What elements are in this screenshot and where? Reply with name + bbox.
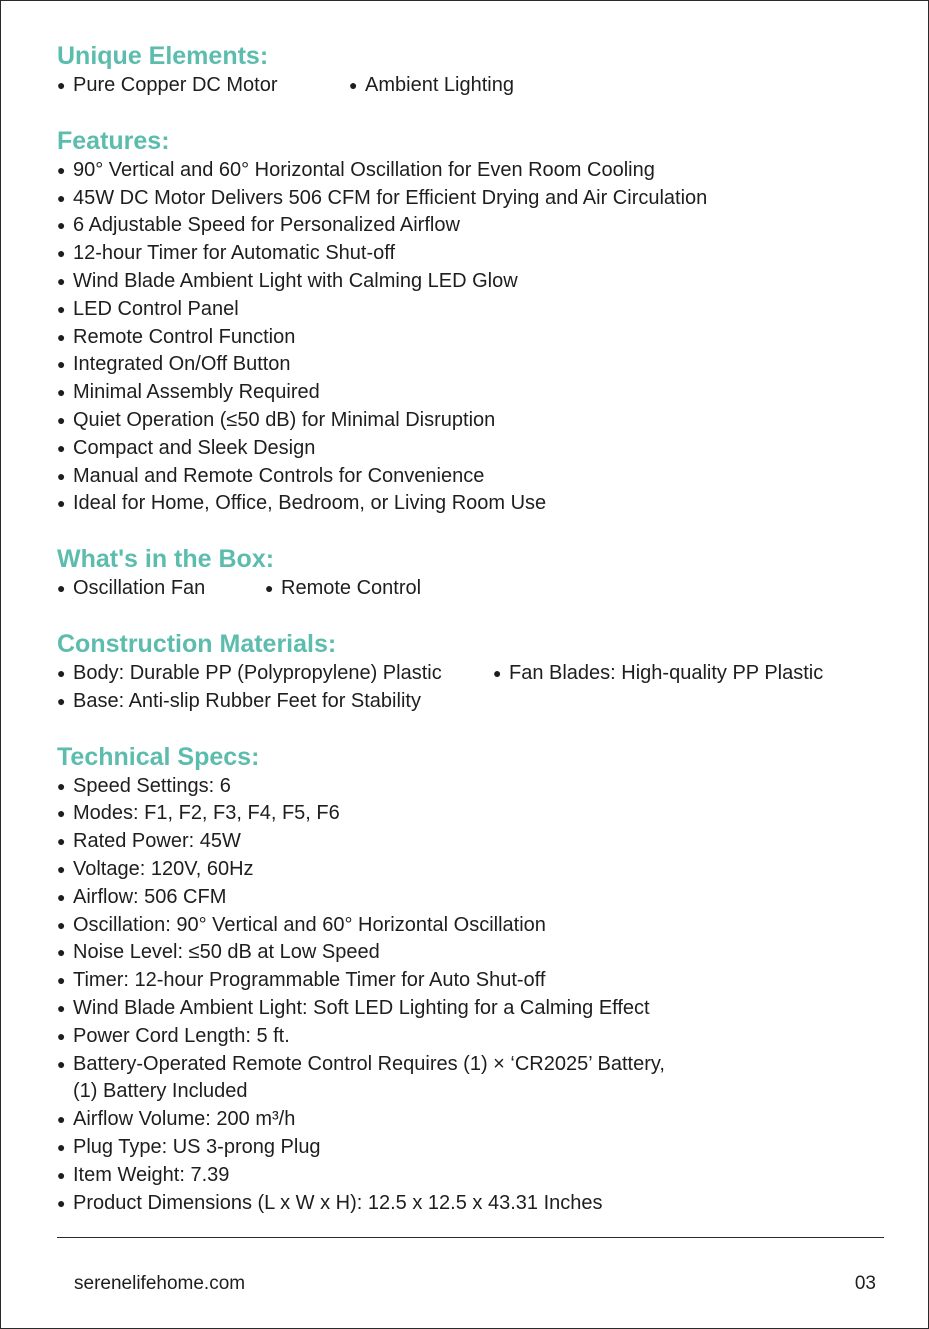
bullet-icon: ● bbox=[57, 189, 66, 206]
bullet-icon: ● bbox=[57, 77, 66, 93]
materials-section bbox=[57, 628, 897, 716]
list-item bbox=[57, 939, 897, 967]
list-item bbox=[349, 72, 514, 100]
item-text: Timer: 12-hour Programmable Timer for Auto Shut-off bbox=[73, 969, 546, 992]
list-item bbox=[57, 995, 897, 1023]
bullet-icon: ● bbox=[57, 972, 66, 989]
box-contents-heading: What's in the Box: bbox=[57, 545, 275, 574]
list-item bbox=[57, 72, 349, 100]
box-contents-row bbox=[57, 575, 897, 603]
list-item bbox=[57, 828, 897, 856]
item-text: Noise Level: ≤50 dB at Low Speed bbox=[73, 941, 380, 964]
bullet-icon: ● bbox=[57, 664, 66, 681]
list-item bbox=[57, 296, 897, 324]
spec-sheet bbox=[57, 40, 897, 1217]
bullet-icon: ● bbox=[57, 1055, 66, 1072]
item-text: 90° Vertical and 60° Horizontal Oscillation for Even Room Cooling bbox=[73, 158, 655, 181]
bullet-icon: ● bbox=[57, 1166, 66, 1183]
bullet-icon: ● bbox=[57, 777, 66, 794]
list-item bbox=[57, 490, 897, 518]
bullet-icon: ● bbox=[57, 999, 66, 1016]
item-text: Power Cord Length: 5 ft. bbox=[73, 1024, 290, 1047]
list-item bbox=[493, 660, 823, 688]
features-heading: Features: bbox=[57, 126, 170, 155]
bullet-icon: ● bbox=[57, 1111, 66, 1128]
footer-divider bbox=[57, 1237, 884, 1238]
bullet-icon: ● bbox=[349, 77, 358, 93]
bullet-icon: ● bbox=[57, 944, 66, 961]
list-item bbox=[57, 351, 897, 379]
item-text: Product Dimensions (L x W x H): 12.5 x 12.5 x 43.31 Inches bbox=[73, 1191, 603, 1214]
list-item bbox=[57, 575, 265, 603]
bullet-icon: ● bbox=[57, 161, 66, 178]
bullet-icon: ● bbox=[57, 439, 66, 456]
bullet-icon: ● bbox=[57, 888, 66, 905]
item-text: Integrated On/Off Button bbox=[73, 353, 291, 376]
item-text: LED Control Panel bbox=[73, 297, 239, 320]
bullet-icon: ● bbox=[57, 272, 66, 289]
tech-specs-heading: Technical Specs: bbox=[57, 742, 260, 771]
item-text: Airflow: 506 CFM bbox=[73, 885, 227, 908]
bullet-icon: ● bbox=[57, 580, 66, 597]
bullet-icon: ● bbox=[57, 833, 66, 850]
item-text: Ideal for Home, Office, Bedroom, or Living Room Use bbox=[73, 492, 547, 515]
item-text: Modes: F1, F2, F3, F4, F5, F6 bbox=[73, 802, 340, 825]
list-item bbox=[57, 240, 897, 268]
list-item bbox=[57, 324, 897, 352]
bullet-icon: ● bbox=[57, 916, 66, 933]
unique-elements-heading: Unique Elements: bbox=[57, 42, 269, 70]
list-item-continuation bbox=[57, 1078, 897, 1106]
bullet-icon: ● bbox=[265, 580, 274, 597]
bullet-icon: ● bbox=[57, 860, 66, 877]
item-text: Speed Settings: 6 bbox=[73, 774, 231, 797]
list-item bbox=[57, 1106, 897, 1134]
list-item bbox=[57, 912, 897, 940]
item-text: Wind Blade Ambient Light with Calming LED Glow bbox=[73, 269, 518, 292]
list-item bbox=[57, 463, 897, 491]
page-number: 03 bbox=[854, 1273, 876, 1294]
item-text: Quiet Operation (≤50 dB) for Minimal Disruption bbox=[73, 408, 496, 431]
item-text: Pure Copper DC Motor bbox=[73, 74, 278, 96]
item-text: Fan Blades: High-quality PP Plastic bbox=[509, 661, 824, 684]
item-text: (1) Battery Included bbox=[73, 1080, 248, 1103]
bullet-icon: ● bbox=[57, 328, 66, 345]
item-text: Minimal Assembly Required bbox=[73, 381, 320, 404]
list-item bbox=[57, 268, 897, 296]
list-item bbox=[57, 157, 897, 185]
box-contents-section bbox=[57, 543, 897, 603]
item-text: Battery-Operated Remote Control Requires (1) × ‘CR2025’ Battery, bbox=[73, 1052, 665, 1075]
bullet-icon: ● bbox=[57, 245, 66, 262]
list-item bbox=[265, 575, 421, 603]
list-item bbox=[57, 407, 897, 435]
unique-elements-row bbox=[57, 72, 897, 100]
list-item bbox=[57, 1162, 897, 1190]
features-section bbox=[57, 125, 897, 518]
item-text: Oscillation Fan bbox=[73, 577, 206, 600]
tech-specs-section bbox=[57, 741, 897, 1218]
bullet-icon: ● bbox=[57, 805, 66, 822]
bullet-icon: ● bbox=[57, 217, 66, 234]
item-text: Rated Power: 45W bbox=[73, 830, 241, 853]
item-text: Plug Type: US 3-prong Plug bbox=[73, 1135, 321, 1158]
list-item bbox=[57, 1023, 897, 1051]
list-item bbox=[57, 212, 897, 240]
item-text: Wind Blade Ambient Light: Soft LED Lighting for a Calming Effect bbox=[73, 996, 650, 1019]
materials-heading: Construction Materials: bbox=[57, 629, 337, 658]
bullet-icon: ● bbox=[57, 467, 66, 484]
item-text: Base: Anti-slip Rubber Feet for Stability bbox=[73, 689, 421, 712]
list-item bbox=[57, 1051, 897, 1079]
unique-elements-section bbox=[57, 40, 897, 100]
bullet-icon: ● bbox=[57, 411, 66, 428]
bullet-icon: ● bbox=[493, 664, 502, 681]
list-item bbox=[57, 967, 897, 995]
bullet-icon: ● bbox=[57, 1027, 66, 1044]
item-text: Manual and Remote Controls for Convenience bbox=[73, 464, 485, 487]
list-item bbox=[57, 435, 897, 463]
item-text: Voltage: 120V, 60Hz bbox=[73, 857, 254, 880]
item-text: Oscillation: 90° Vertical and 60° Horizontal Oscillation bbox=[73, 913, 546, 936]
bullet-icon: ● bbox=[57, 1138, 66, 1155]
footer-website-url[interactable]: serenelifehome.com bbox=[74, 1273, 246, 1294]
list-item bbox=[57, 884, 897, 912]
item-text: Airflow Volume: 200 m³/h bbox=[73, 1108, 296, 1131]
bullet-icon: ● bbox=[57, 495, 66, 512]
item-text: Compact and Sleek Design bbox=[73, 436, 316, 459]
materials-row bbox=[57, 660, 897, 688]
item-text: 6 Adjustable Speed for Personalized Airflow bbox=[73, 214, 460, 237]
list-item bbox=[57, 660, 493, 688]
list-item bbox=[57, 856, 897, 884]
item-text: 12-hour Timer for Automatic Shut-off bbox=[73, 242, 396, 265]
list-item bbox=[57, 1134, 897, 1162]
bullet-icon: ● bbox=[57, 1194, 66, 1211]
bullet-icon: ● bbox=[57, 356, 66, 373]
list-item bbox=[57, 1190, 897, 1218]
bullet-icon: ● bbox=[57, 384, 66, 401]
item-text: Remote Control bbox=[281, 577, 422, 600]
bullet-icon: ● bbox=[57, 300, 66, 317]
list-item bbox=[57, 688, 897, 716]
item-text: Item Weight: 7.39 bbox=[73, 1163, 230, 1186]
bullet-icon: ● bbox=[57, 692, 66, 709]
list-item bbox=[57, 185, 897, 213]
item-text: Ambient Lighting bbox=[365, 74, 514, 96]
item-text: Remote Control Function bbox=[73, 325, 296, 348]
item-text: 45W DC Motor Delivers 506 CFM for Efficient Drying and Air Circulation bbox=[73, 186, 708, 209]
list-item bbox=[57, 800, 897, 828]
list-item bbox=[57, 773, 897, 801]
item-text: Body: Durable PP (Polypropylene) Plastic bbox=[73, 661, 442, 684]
list-item bbox=[57, 379, 897, 407]
